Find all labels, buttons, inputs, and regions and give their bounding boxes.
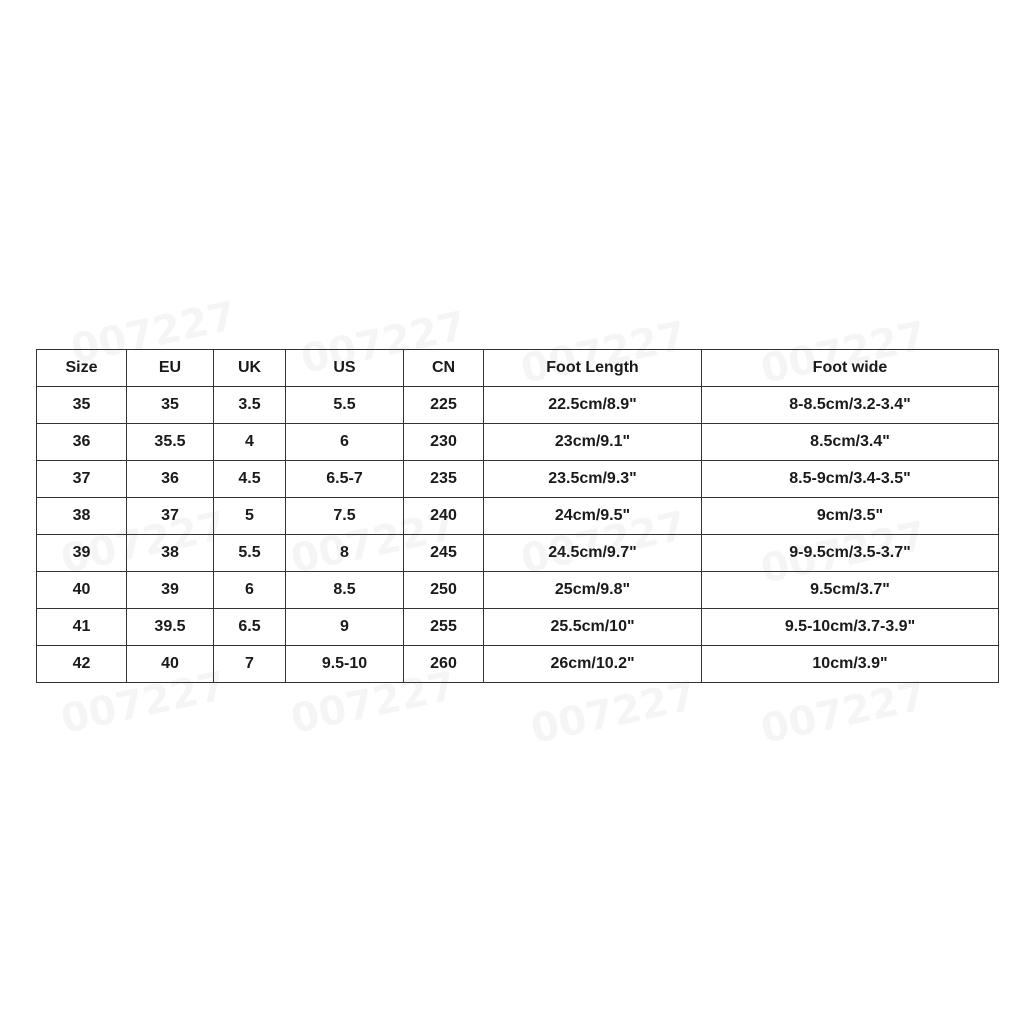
header-us: US (286, 350, 404, 387)
watermark (527, 673, 700, 753)
cell-eu: 36 (127, 461, 214, 498)
table-row (37, 535, 999, 572)
cell-cn: 255 (404, 609, 484, 646)
cell-uk: 6 (214, 572, 286, 609)
cell-foot-wide: 9.5-10cm/3.7-3.9" (702, 609, 999, 646)
header-size: Size (37, 350, 127, 387)
cell-foot-wide: 8-8.5cm/3.2-3.4" (702, 387, 999, 424)
cell-us: 6.5-7 (286, 461, 404, 498)
cell-cn: 235 (404, 461, 484, 498)
cell-foot-length: 23.5cm/9.3" (484, 461, 702, 498)
cell-eu: 40 (127, 646, 214, 683)
cell-size: 37 (37, 461, 127, 498)
table-row (37, 609, 999, 646)
cell-size: 41 (37, 609, 127, 646)
cell-eu: 39 (127, 572, 214, 609)
cell-cn: 250 (404, 572, 484, 609)
cell-us: 7.5 (286, 498, 404, 535)
cell-eu: 35.5 (127, 424, 214, 461)
cell-uk: 6.5 (214, 609, 286, 646)
cell-size: 35 (37, 387, 127, 424)
size-chart-table (36, 349, 999, 683)
table-row (37, 572, 999, 609)
cell-uk: 7 (214, 646, 286, 683)
header-foot-length: Foot Length (484, 350, 702, 387)
cell-foot-wide: 8.5-9cm/3.4-3.5" (702, 461, 999, 498)
cell-cn: 240 (404, 498, 484, 535)
cell-eu: 39.5 (127, 609, 214, 646)
header-uk: UK (214, 350, 286, 387)
cell-us: 8 (286, 535, 404, 572)
cell-uk: 4 (214, 424, 286, 461)
cell-uk: 4.5 (214, 461, 286, 498)
cell-foot-length: 24.5cm/9.7" (484, 535, 702, 572)
cell-cn: 260 (404, 646, 484, 683)
cell-foot-length: 25cm/9.8" (484, 572, 702, 609)
cell-size: 39 (37, 535, 127, 572)
cell-cn: 230 (404, 424, 484, 461)
cell-size: 38 (37, 498, 127, 535)
cell-foot-wide: 8.5cm/3.4" (702, 424, 999, 461)
table-row (37, 424, 999, 461)
table-row (37, 498, 999, 535)
cell-us: 9.5-10 (286, 646, 404, 683)
cell-us: 5.5 (286, 387, 404, 424)
table-row (37, 387, 999, 424)
cell-eu: 38 (127, 535, 214, 572)
cell-size: 36 (37, 424, 127, 461)
cell-foot-length: 24cm/9.5" (484, 498, 702, 535)
cell-us: 6 (286, 424, 404, 461)
cell-foot-wide: 10cm/3.9" (702, 646, 999, 683)
cell-size: 42 (37, 646, 127, 683)
cell-foot-wide: 9.5cm/3.7" (702, 572, 999, 609)
cell-foot-wide: 9cm/3.5" (702, 498, 999, 535)
cell-us: 8.5 (286, 572, 404, 609)
table-row (37, 461, 999, 498)
cell-foot-length: 25.5cm/10" (484, 609, 702, 646)
cell-cn: 225 (404, 387, 484, 424)
cell-foot-length: 22.5cm/8.9" (484, 387, 702, 424)
cell-uk: 5.5 (214, 535, 286, 572)
cell-cn: 245 (404, 535, 484, 572)
header-row (37, 350, 999, 387)
header-foot-wide: Foot wide (702, 350, 999, 387)
cell-us: 9 (286, 609, 404, 646)
cell-uk: 5 (214, 498, 286, 535)
cell-uk: 3.5 (214, 387, 286, 424)
cell-foot-wide: 9-9.5cm/3.5-3.7" (702, 535, 999, 572)
header-cn: CN (404, 350, 484, 387)
header-eu: EU (127, 350, 214, 387)
cell-eu: 35 (127, 387, 214, 424)
cell-eu: 37 (127, 498, 214, 535)
watermark (757, 673, 930, 753)
cell-foot-length: 23cm/9.1" (484, 424, 702, 461)
cell-size: 40 (37, 572, 127, 609)
cell-foot-length: 26cm/10.2" (484, 646, 702, 683)
table-row (37, 646, 999, 683)
